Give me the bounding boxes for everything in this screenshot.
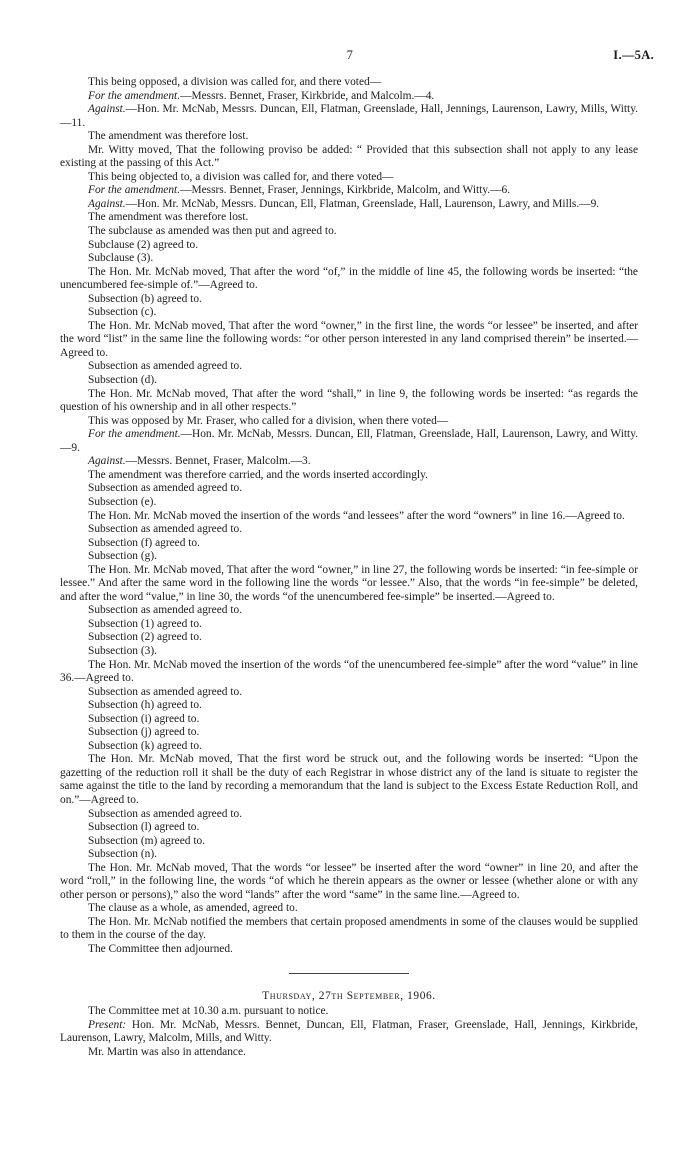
vote-label: Present: xyxy=(88,1018,127,1031)
paragraph: Subsection as amended agreed to. xyxy=(88,685,243,698)
paragraph: This was opposed by Mr. Fraser, who called for a division, when there voted— xyxy=(88,414,449,427)
paragraph: The Committee met at 10.30 a.m. pursuant to notice. xyxy=(88,1005,329,1018)
paragraph: Subsection (i) agreed to. xyxy=(88,712,200,725)
paragraph: For the amendment.—Hon. Mr. McNab, Messrs. Duncan, Ell, Flatman, Greenslade, Hall, Laurenson, Lawry, and Witty.—9. xyxy=(60,428,638,454)
paragraph: Subsection (n). xyxy=(88,848,157,861)
vote-label: Against. xyxy=(88,455,126,468)
paragraph: The Committee then adjourned. xyxy=(88,943,233,955)
paragraph: Subsection (l) agreed to. xyxy=(88,821,200,834)
paragraph: Mr. Witty moved, That the following proviso be added: “ Provided that this subsection shall not apply to any lease existing at the passing of this Act.” xyxy=(60,143,638,170)
paragraph: Subclause (3). xyxy=(88,252,154,265)
vote-label: For the amendment. xyxy=(88,184,181,197)
document-reference: I.—5A. xyxy=(613,48,654,62)
paragraph: Subsection as amended agreed to. xyxy=(88,523,243,536)
minutes-body xyxy=(60,76,638,1059)
paragraph: Subsection (g). xyxy=(88,550,157,563)
paragraph: Mr. Martin was also in attendance. xyxy=(88,1045,246,1058)
paragraph: Subsection (b) agreed to. xyxy=(88,292,202,305)
paragraph: Subsection (h) agreed to. xyxy=(88,699,202,712)
date-heading: Thursday, 27th September, 1906. xyxy=(262,989,436,1002)
paragraph: Subsection (1) agreed to. xyxy=(88,617,202,630)
paragraph: The Hon. Mr. McNab moved, That the first word be struck out, and the following words be inserted: “Upon the gazetting of the reduction roll it shall be the duty of each Registrar in whose district any of the land is situate to register the same against the title to the land by recording a memorandum that the land is subject to the Excess Estate Reduction Roll, and on.”—Agreed to. xyxy=(60,753,638,806)
paragraph: The Hon. Mr. McNab moved the insertion of the words “of the unencumbered fee-simple” after the word “value” in line 36.—Agreed to. xyxy=(60,658,638,685)
paragraph: Subsection as amended agreed to. xyxy=(88,807,243,820)
vote-label: For the amendment. xyxy=(88,89,181,102)
paragraph: The Hon. Mr. McNab moved, That after the word “shall,” in line 9, the following words be inserted: “as regards the question of his ownership and in all other respects.” xyxy=(60,387,638,414)
vote-label: For the amendment. xyxy=(88,428,181,441)
paragraph: Subclause (2) agreed to. xyxy=(88,238,199,251)
section-divider xyxy=(289,973,409,974)
paragraph: Subsection (3). xyxy=(88,644,157,657)
paragraph: Subsection (f) agreed to. xyxy=(88,536,200,549)
minutes-paragraphs xyxy=(60,76,638,957)
paragraph: Present: Hon. Mr. McNab, Messrs. Bennet, Duncan, Ell, Flatman, Fraser, Greenslade, Hall, Jennings, Kirkbride, Laurenson, Lawry, Malcolm, Mills, and Witty. xyxy=(60,1018,638,1045)
paragraph: Subsection (c). xyxy=(88,306,157,319)
paragraph: The subclause as amended was then put and agreed to. xyxy=(88,225,337,238)
paragraph: This being objected to, a division was called for, and there voted— xyxy=(88,170,394,183)
paragraph: Subsection (m) agreed to. xyxy=(88,834,206,847)
paragraph: Subsection as amended agreed to. xyxy=(88,482,243,495)
paragraph: For the amendment.—Messrs. Bennet, Fraser, Jennings, Kirkbride, Malcolm, and Witty.—6. xyxy=(88,184,511,197)
paragraph: The Hon. Mr. McNab notified the members that certain proposed amendments in some of the clauses would be supplied to them in the course of the day. xyxy=(60,915,638,942)
paragraph: Subsection (e). xyxy=(88,495,157,508)
paragraph: Subsection as amended agreed to. xyxy=(88,360,243,373)
paragraph: Subsection (d). xyxy=(88,374,157,387)
paragraph: The clause as a whole, as amended, agreed to. xyxy=(88,902,298,915)
vote-label: Against. xyxy=(88,103,126,116)
paragraph: Subsection (k) agreed to. xyxy=(88,739,202,752)
paragraph: The amendment was therefore lost. xyxy=(88,130,249,143)
paragraph: The Hon. Mr. McNab moved, That after the word “of,” in the middle of line 45, the following words be inserted: “the unencumbered fee-simple of.”—Agreed to. xyxy=(60,265,638,292)
paragraph: The Hon. Mr. McNab moved, That after the word “owner,” in line 27, the following words be inserted: “in fee-simple or lessee.” And after the same word in the following line the words “or lessee.” Also, that the words “in fee-simple” be deleted, and after the word “value,” in line 30, the words “of the unencumbered fee-simple” be inserted.—Agreed to. xyxy=(60,563,638,603)
paragraph: Against.—Hon. Mr. McNab, Messrs. Duncan, Ell, Flatman, Greenslade, Hall, Jennings, Laurenson, Lawry, Mills, Witty.—11. xyxy=(60,103,638,129)
paragraph: The amendment was therefore carried, and the words inserted accordingly. xyxy=(88,468,428,481)
paragraph: The amendment was therefore lost. xyxy=(88,211,249,224)
paragraph: Against.—Messrs. Bennet, Fraser, Malcolm.—3. xyxy=(88,455,311,468)
paragraph: The Hon. Mr. McNab moved the insertion of the words “and lessees” after the word “owners” in line 16.—Agreed to. xyxy=(88,509,625,522)
closing-paragraphs xyxy=(60,1005,638,1059)
paragraph: The Hon. Mr. McNab moved, That the words “or lessee” be inserted after the word “owner” in line 20, and after the word “roll,” in the following line, the words “of which he therein appears as the owner or lessee (whether alone or with any other person or persons),” also the word “lands” after the word “same” in the same line.—Agreed to. xyxy=(60,861,638,901)
vote-label: Against. xyxy=(88,197,126,210)
paragraph: For the amendment.—Messrs. Bennet, Fraser, Kirkbride, and Malcolm.—4. xyxy=(88,89,435,102)
paragraph: The Hon. Mr. McNab moved, That after the word “owner,” in the first line, the words “or lessee” be inserted, and after the word “list” in the same line the following words: “or other person interested in any land comprised therein” be inserted.—Agreed to. xyxy=(60,319,638,359)
paragraph: Subsection (j) agreed to. xyxy=(88,726,200,739)
paragraph: This being opposed, a division was called for, and there voted— xyxy=(88,76,382,88)
paragraph: Subsection as amended agreed to. xyxy=(88,604,243,617)
page-number: 7 xyxy=(346,48,354,62)
paragraph: Against.—Hon. Mr. McNab, Messrs. Duncan, Ell, Flatman, Greenslade, Hall, Laurenson, Lawry, and Mills.—9. xyxy=(88,197,600,210)
paragraph: Subsection (2) agreed to. xyxy=(88,631,202,644)
